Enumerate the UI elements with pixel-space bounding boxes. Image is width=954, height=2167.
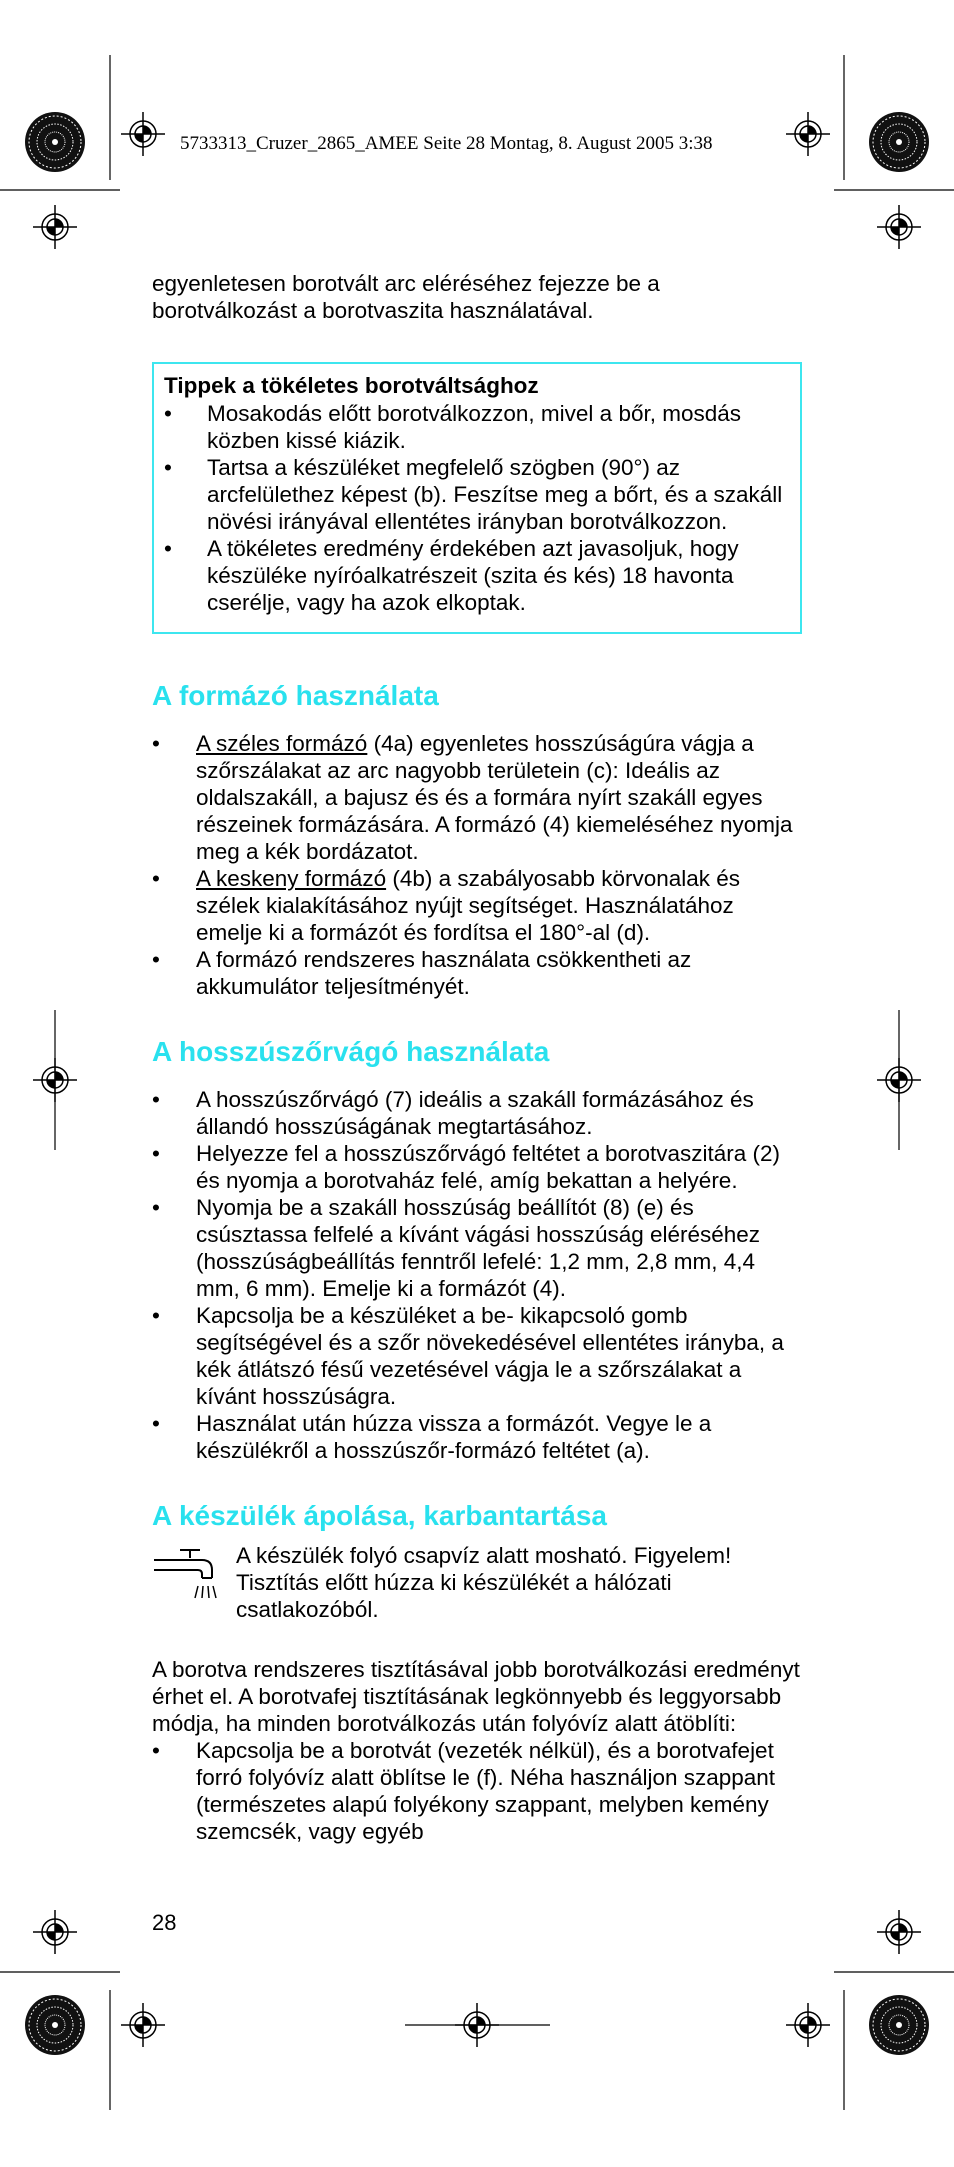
bullet: • [152,1303,160,1328]
section-heading: A formázó használata [152,680,439,711]
list-item: • A keskeny formázó (4b) a szabályosabb körvonalak és szélek kialakításához nyújt segítséget. Használatához emelje ki a formázót és fordítsa el 180°-al (d). [152,866,741,945]
water-tap-icon [152,1544,222,1604]
bullet: • [164,455,172,480]
page-content [152,270,802,1845]
section-trimmer [152,680,802,1000]
list-item: • Nyomja be a szakáll hosszúság beállítót (8) (e) és csúsztassa felfelé a kívánt vágási hosszúság eléréséhez (hosszúságbeállítás fenntről lefelé: 1,2 mm, 2,8 mm, 4,4 mm, 6 mm). Emelje ki a formázót (4). [152,1195,761,1301]
bullet: • [152,1195,160,1220]
narrow-trimmer-term: A keskeny formázó [196,866,387,891]
care-list [152,1737,802,1845]
tap-note-text: A készülék folyó csapvíz alatt mosható. Figyelem! Tisztítás előtt húzza ki készülékét a hálózati csatlakozóból. [236,1543,732,1622]
bullet: • [152,1738,160,1763]
tips-box [152,362,802,634]
section-care [152,1500,802,1845]
bullet: • [152,1141,160,1166]
section-heading: A hosszúszőrvágó használata [152,1036,550,1067]
page-number: 28 [152,1910,177,1935]
list-item: • A tökéletes eredmény érdekében azt javasoljuk, hogy készüléke nyíróalkatrészeit (szita és kés) 18 havonta cserélje, vagy ha azok elkoptak. [164,536,739,615]
bullet: • [152,866,160,891]
list-item: • Mosakodás előtt borotválkozzon, mivel a bőr, mosdás közben kissé kiázik. [164,401,742,453]
print-slug: 5733313_Cruzer_2865_AMEE Seite 28 Montag, 8. August 2005 3:38 [180,133,713,154]
section-heading: A készülék ápolása, karbantartása [152,1500,607,1531]
list-item: • Használat után húzza vissza a formázót. Vegye le a készülékről a hosszúszőr-formázó feltétet (a). [152,1411,712,1463]
tap-note [152,1542,802,1623]
bullet: • [152,731,160,756]
list-item: • Helyezze fel a hosszúszőrvágó feltétet a borotvaszitára (2) és nyomja a borotvaház felé, amíg bekattan a helyére. [152,1141,781,1193]
list-item: • Kapcsolja be a készüléket a be- kikapcsoló gomb segítségével és a szőr növekedésével ellentétes irányba, a kék átlátszó fésű vezetésével vágja le a szőrszálakat a kívánt hosszúságra. [152,1303,784,1409]
list-item: • A széles formázó (4a) egyenletes hosszúságúra vágja a szőrszálakat az arc nagyobb területein (c): Ideális az oldalszakáll, a bajusz és és a formára nyírt szakáll egyes részeinek formázására. A formázó (4) kiemeléséhez nyomja meg a kék bordázatot. [152,731,793,864]
list-item: • A formázó rendszeres használata csökkentheti az akkumulátor teljesítményét. [152,947,692,999]
list-item: • Tartsa a készüléket megfelelő szögben (90°) az arcfelülethez képest (b). Feszítse meg a bőrt, és a szakáll növési irányával ellentétes irányban borotválkozzon. [164,455,783,534]
tips-list [164,400,790,616]
section-long-hair-trimmer [152,1036,802,1464]
care-paragraph: A borotva rendszeres tisztításával jobb borotválkozási eredményt érhet el. A borotvafej tisztításának legkönnyebb és leggyorsabb módja, ha minden borotválkozás után folyóvíz alatt átöblíti: [152,1657,800,1736]
bullet: • [152,1411,160,1436]
bullet: • [152,947,160,972]
bullet: • [152,1087,160,1112]
list-item: • A hosszúszőrvágó (7) ideális a szakáll formázásához és állandó hosszúságának megtartásához. [152,1087,754,1139]
bullet: • [164,536,172,561]
bullet: • [164,401,172,426]
trimmer-list [152,730,802,1000]
long-trimmer-list [152,1086,802,1464]
intro-paragraph: egyenletesen borotvált arc eléréséhez fejezze be a borotválkozást a borotvaszita használatával. [152,271,660,323]
list-item: • Kapcsolja be a borotvát (vezeték nélkül), és a borotvafejet forró folyóvíz alatt öblítse le (f). Néha használjon szappant (természetes alapú folyékony szappant, melyben kemény szemcsék, vagy egyéb [152,1738,776,1844]
tips-title: Tippek a tökéletes borotváltsághoz [164,373,539,398]
wide-trimmer-term: A széles formázó [196,731,368,756]
